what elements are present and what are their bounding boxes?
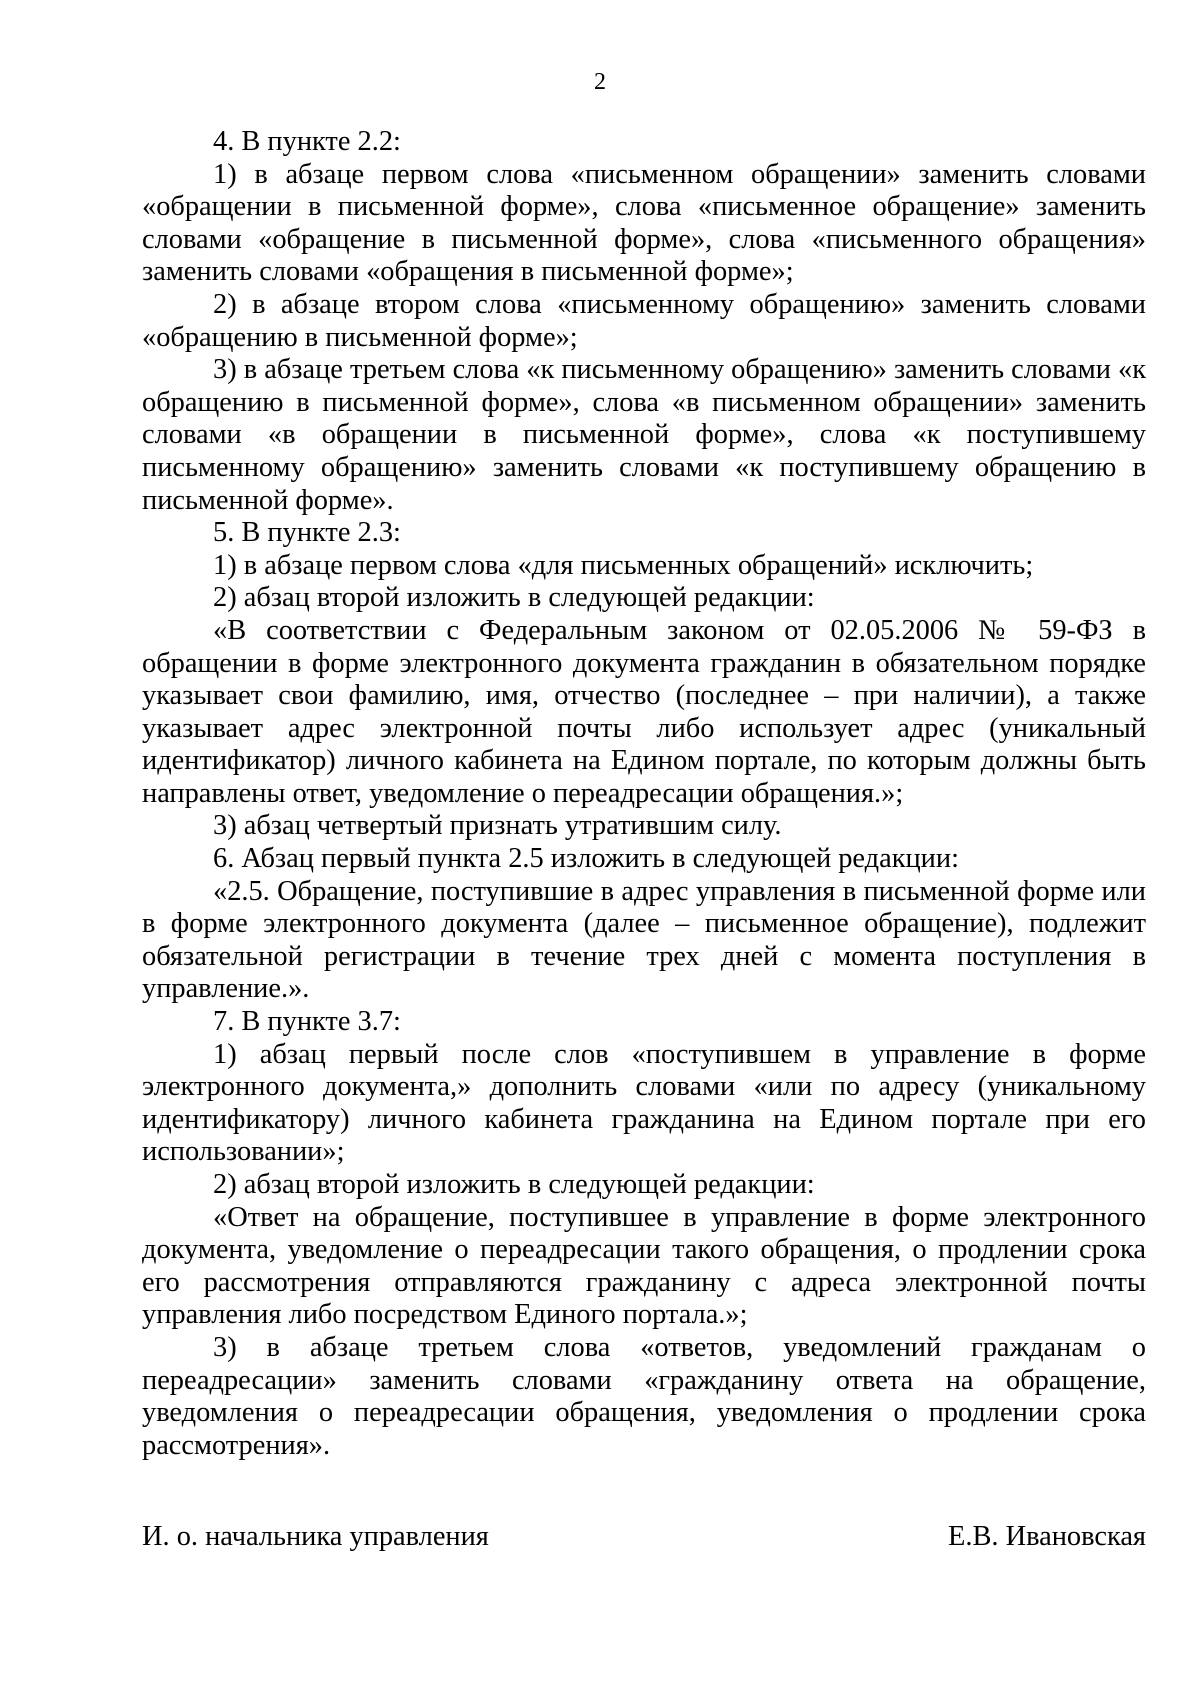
page-number: 2 — [594, 69, 606, 95]
paragraph-item-5-header: 5. В пункте 2.3: — [213, 517, 401, 549]
signature-block — [142, 1520, 1146, 1554]
paragraph-item-7-1: 1) абзац первый после слов «поступившем в управление в форме электронного документа,» дополнить словами «или по адресу (уникальному идентификатору) личного кабинета гражданина на Едином портале при его использовании»; — [142, 1038, 1146, 1168]
paragraph-item-4-2: 2) в абзаце втором слова «письменному обращению» заменить словами «обращению в письменной форме»; — [142, 288, 1146, 353]
paragraph-item-4-3: 3) в абзаце третьем слова «к письменному обращению» заменить словами «к обращению в письменной форме», слова «в письменном обращении» заменить словами «в обращении в письменной форме», слова «к поступившему письменному обращению» заменить словами «к поступившему обращению в письменной форме». — [142, 354, 1147, 516]
paragraph-item-7-header: 7. В пункте 3.7: — [213, 1006, 401, 1038]
signatory-position: И. о. начальника управления — [142, 1521, 489, 1552]
paragraph-item-5-3: 3) абзац четвертый признать утратившим силу. — [213, 810, 782, 842]
signatory-name: Е.В. Ивановская — [948, 1521, 1146, 1552]
document-body — [142, 126, 1146, 1462]
paragraph-item-4-1: 1) в абзаце первом слова «письменном обращении» заменить словами «обращении в письменной форме», слова «письменное обращение» заменить словами «обращение в письменной форме», слова «письменного обращения» заменить словами «обращения в письменной форме»; — [142, 158, 1146, 288]
paragraph-item-4-header: 4. В пункте 2.2: — [213, 126, 401, 157]
paragraph-item-6-header: 6. Абзац первый пункта 2.5 изложить в следующей редакции: — [213, 843, 959, 875]
paragraph-item-7-3: 3) в абзаце третьем слова «ответов, уведомлений гражданам о переадресации» заменить словами «гражданину ответа на обращение, уведомления о переадресации обращения, уведомления о продлении срока рассмотрения». — [142, 1331, 1146, 1461]
paragraph-quote-7-2: «Ответ на обращение, поступившее в управление в форме электронного документа, уведомление о переадресации такого обращения, о продлении срока его рассмотрения отправляются гражданину с адреса электронной почты управления либо посредством Единого портала.»; — [142, 1201, 1146, 1331]
paragraph-item-5-1: 1) в абзаце первом слова «для письменных обращений» исключить; — [213, 549, 1034, 581]
paragraph-item-5-2: 2) абзац второй изложить в следующей редакции: — [213, 582, 815, 614]
paragraph-quote-6: «2.5. Обращение, поступившие в адрес управления в письменной форме или в форме электронного документа (далее – письменное обращение), подлежит обязательной регистрации в течение трех дней с момента поступления в управление.». — [142, 875, 1146, 1005]
paragraph-item-7-2: 2) абзац второй изложить в следующей редакции: — [213, 1169, 815, 1200]
paragraph-quote-5-2: «В соответствии с Федеральным законом от 02.05.2006 № 59-ФЗ в обращении в форме электронного документа гражданин в обязательном порядке указывает свои фамилию, имя, отчество (последнее – при наличии), а также указывает адрес электронной почты либо использует адрес (уникальный идентификатор) личного кабинета на Едином портале, по которым должны быть направлены ответ, уведомление о переадресации обращения.»; — [142, 614, 1146, 809]
